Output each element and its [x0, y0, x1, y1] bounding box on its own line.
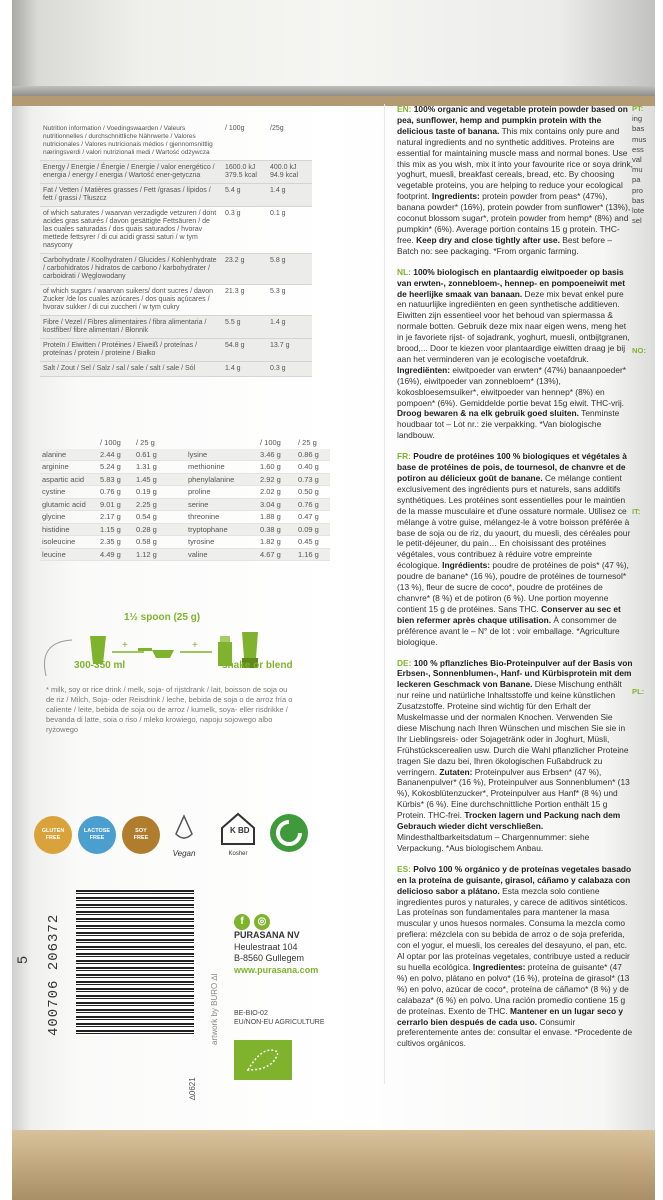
- nutrition-row: [40, 184, 312, 207]
- amino-name-2: phenylalanine: [188, 474, 235, 484]
- de-body: Diese Mischung enthält nur reine und natürliche Inhaltsstoffe und keine künstlichen Zusatzstoffe. Proteine sind wichtig für den Erhalt der Muskelmasse und der normalen Knochen. Verwenden Sie diese Mischung nach Ihren Wünschen und mischen Sie sie in Ihr Lieblingsreis- oder Sojagetränk oder in Joghurt, Müsli, Frühstückscerealien usw. Durch die Wahl pflanzlicher Proteine tragen Sie dazu bei, Ihren ökologischen Fußabdruck zu verringern.: [397, 679, 629, 777]
- lactose-free-badge: LACTOSE FREE: [78, 816, 116, 854]
- side-column-cutoff: [632, 104, 655, 697]
- nutrition-label: Energy / Energie / Énergie / Energie / valor energético / energia / energy / energia / Wartość ener-getyczna: [43, 164, 215, 179]
- amino-name: arginine: [42, 462, 69, 472]
- es-intro: Polvo 100 % orgánico y de proteínas vegetales basado en la proteína de guisante, girasol, cáñamo y calabaza con delicioso sabor a plátano.: [397, 863, 632, 896]
- side-text-fragment: bas: [632, 195, 645, 205]
- de-intro: 100 % pflanzliches Bio-Proteinpulver auf der Basis von Erbsen-, Sonnenblumen-, Hanf- und Kürbisprotein mit dem leckeren Geschmack von Banane.: [397, 657, 633, 690]
- en-intro: 100% organic and vegetable protein powder based on pea, sunflower, hemp and pumpkin protein with the delicious taste of banana.: [397, 104, 628, 136]
- amino-per100-2: 3.46 g: [260, 449, 281, 459]
- nutrition-header-per25: /25g: [270, 125, 284, 132]
- fr-bestbefore: À consommer de préférence avant le – N° de lot : voir emballage. *Agriculture biologique.: [397, 614, 620, 647]
- nutrition-per100: 5.4 g: [225, 187, 241, 194]
- nl-bestbefore: Tenminste houdbaar tot – Lot nr.: zie verpakking. *Van biologische landbouw.: [397, 408, 620, 441]
- amino-name-2: serine: [188, 499, 209, 509]
- amino-row: [40, 499, 330, 512]
- amino-per100: 2.17 g: [100, 512, 121, 522]
- nutrition-per25: 13.7 g: [270, 342, 290, 349]
- es-ingredients: proteína de guisante* (47 %) en polvo, plátano en polvo* (16 %), proteína de girasol* (13 %) en polvo, azúcar de coco*, proteína de cáñamo* (8 %) y de calabaza* (6 %) en polvo. Una ración promedio contiene 15 g de proteínas. Exento de THC.: [397, 961, 630, 1016]
- nutrition-per100: 1.4 g: [225, 365, 241, 372]
- artwork-credit: artwork by BURO ∆I: [210, 973, 219, 1045]
- side-text-fragment: mus: [632, 134, 647, 144]
- amino-per100: 4.49 g: [100, 549, 121, 559]
- lang-no-tag: NO:: [632, 346, 646, 356]
- nutrition-row: [40, 339, 312, 362]
- amino-per100-2: 4.67 g: [260, 549, 281, 559]
- nutrition-row: [40, 362, 312, 377]
- fr-ingredients-label: Ingrédients:: [442, 560, 491, 571]
- amino-per25-2: 0.40 g: [298, 462, 319, 472]
- company-name: PURASANA NV: [234, 930, 300, 940]
- milk-note: * milk, soy or rice drink / melk, soja- of rijstdrank / lait, boisson de soja ou de riz / Milch, Soja- oder Reisdrink / leche, bebida de soja o de arroz fría o caliente / leite, bebida de soja ou de arroz / kumelk, soya- eller risdrikke / bevanda di latte, soia o riso / mleko krowiego, napoju sojowego albo ryżowego: [46, 685, 293, 734]
- nutrition-header-row: [40, 122, 312, 161]
- shake-label: shake or blend: [222, 660, 293, 671]
- amino-per100-2: 3.04 g: [260, 499, 281, 509]
- nutrition-per100: 54.8 g: [225, 342, 245, 349]
- es-ingredients-label: Ingredientes:: [472, 961, 526, 972]
- nutrition-header-per100: / 100g: [225, 125, 245, 132]
- nutrition-per25: 1.4 g: [270, 187, 286, 194]
- side-text-fragment: ing: [632, 114, 643, 124]
- nutrition-label: of which saturates / waarvan verzadigde vetzuren / dont acides gras saturés / davon gesättigte Fettsäuren / de las cuales saturadas / dos quais saturados / hvorav mettede fettsyrer / di cui acidi grassi saturi / w tym nasycony: [43, 210, 217, 249]
- text-es: [397, 864, 633, 1049]
- en-bestbefore: Best before – Batch no: see packaging. *From organic farming.: [397, 234, 613, 256]
- barcode: [44, 890, 194, 1050]
- spoon-label: 1½ spoon (25 g): [124, 612, 201, 623]
- amino-per25-2: 0.86 g: [298, 449, 319, 459]
- es-storage: Mantener en un lugar seco y cerrarlo bien después de cada uso.: [397, 1005, 624, 1027]
- fr-ingredients: poudre de protéines de pois* (47 %), poudre de banane* (16 %), poudre de protéines de tournesol* (13 %), fleur de sucre de coco*, poudre de protéines de chanvre* (8 %) et de potiron (6 %). Une portion moyenne contient 15 g de protéines. Sans THC.: [397, 560, 629, 614]
- amino-per25-2: 0.09 g: [298, 524, 319, 534]
- nutrition-per25: 5.8 g: [270, 257, 286, 264]
- de-ingredients-label: Zutaten:: [439, 766, 473, 777]
- print-code: ∆0621: [188, 1077, 197, 1100]
- amino-per25: 1.45 g: [136, 474, 157, 484]
- amino-header-row: [40, 436, 330, 449]
- lang-en-tag: EN:: [397, 104, 412, 114]
- column-divider: [384, 104, 385, 1084]
- amino-row: [40, 511, 330, 524]
- amino-per100: 2.44 g: [100, 449, 121, 459]
- vegan-label: Vegan: [172, 849, 196, 858]
- plus-icon-2: [192, 640, 198, 651]
- amino-head-100g-2: / 100g: [260, 437, 281, 447]
- amino-per100-2: 2.02 g: [260, 487, 281, 497]
- nl-body: Deze mix bevat enkel pure en natuurlijke ingrediënten en geen synthetische additieven. Eiwitten zijn essentieel voor het behoud van spiermassa & normale botten. Gebruik deze mix naar eigen wens, meng het in je favoriete rijst- of sojadrank, yoghurt, muesli, ontbijtgranen, brood,... Door te kiezen voor plantaardige eiwitten draag je bij aan het verminderen van je ecologische voetafdruk.: [397, 288, 630, 364]
- amino-name: cystine: [42, 487, 66, 497]
- facebook-icon[interactable]: f: [234, 914, 250, 930]
- nutrition-per100: 5.5 g: [225, 319, 241, 326]
- lang-de-tag: DE:: [397, 657, 412, 668]
- fr-body: Ce mélange contient exclusivement des ingrédients purs et naturels, sans additifs synthétiques. Les protéines sont essentielles pour le maintien de la masse musculaire et d'une ossature normale. Utilisez ce mélange à votre guise, mélangez-le à votre boisson préférée à base de soja ou de riz, du yaourt, du muesli, des céréales pour le petit-déjeuner, du pain… En choisissant des protéines végétales, vous contribuez à réduire votre empreinte écologique.: [397, 473, 631, 571]
- amino-per100-2: 2.92 g: [260, 474, 281, 484]
- fr-intro: Poudre de protéines 100 % biologiques et végétales à base de protéines de pois, de tournesol, de chanvre et de potiron au délicieux goût de banane.: [397, 451, 627, 483]
- company-city: B-8560 Gullegem: [234, 953, 305, 963]
- amino-name-2: tyrosine: [188, 537, 215, 547]
- scoop-icon: [138, 648, 174, 658]
- lang-pl-tag: PL:: [632, 686, 645, 696]
- amino-row: [40, 536, 330, 549]
- nutrition-per25: 1.4 g: [270, 319, 286, 326]
- amino-per25: 0.58 g: [136, 537, 157, 547]
- nl-storage: Droog bewaren & na elk gebruik goed sluiten.: [397, 408, 579, 419]
- barcode-digits: 400706 206372: [46, 913, 62, 1036]
- kosher-label: Kosher: [228, 851, 248, 857]
- nutrition-label: Fibre / Vezel / Fibres alimentaires / fibra alimentaria / kostfiber/ fibre alimentari / Błonnik: [43, 319, 207, 334]
- barcode-bars: [76, 890, 194, 1036]
- cert-code: BE-BIO-02: [234, 1010, 268, 1017]
- kosher-logo: [218, 812, 258, 856]
- amino-per100-2: 1.82 g: [260, 537, 281, 547]
- side-text-fragment: pa: [632, 175, 641, 185]
- amino-per25: 0.61 g: [136, 449, 157, 459]
- nutrition-per100: 21.3 g: [225, 288, 245, 295]
- amino-per100-2: 1.88 g: [260, 512, 281, 522]
- liquid-amount-label: 300-350 ml: [74, 660, 126, 671]
- en-ingredients: protein powder from peas* (47%), banana powder* (16%), protein powder from sunflower* (13%), coconut blossom sugar*, protein powder from hemp* (8%) and pumpkin* (6%). Average portion contains 15 g protein. THC-free.: [397, 191, 631, 245]
- amino-per100: 2.35 g: [100, 537, 121, 547]
- amino-row: [40, 549, 330, 562]
- amino-row: [40, 474, 330, 487]
- amino-per25-2: 0.45 g: [298, 537, 319, 547]
- nutrition-label: Proteïn / Eiwitten / Protéines / Eiweiß / proteínas / proteínas / protein / proteine / Białko: [43, 342, 198, 357]
- amino-name-2: lysine: [188, 449, 208, 459]
- kosher-mark: K BD: [230, 826, 250, 835]
- amino-per100: 5.83 g: [100, 474, 121, 484]
- amino-row: [40, 461, 330, 474]
- amino-name-2: methionine: [188, 462, 225, 472]
- company-info: [234, 930, 318, 976]
- amino-per100: 5.24 g: [100, 462, 121, 472]
- amino-name: glycine: [42, 512, 66, 522]
- gluten-free-badge: GLUTEN FREE: [34, 816, 72, 854]
- amino-acid-table: [40, 436, 330, 561]
- amino-per100: 9.01 g: [100, 499, 121, 509]
- amino-per25-2: 0.73 g: [298, 474, 319, 484]
- amino-per25-2: 0.50 g: [298, 487, 319, 497]
- multilingual-description: [397, 104, 633, 1059]
- amino-per100: 1.15 g: [100, 524, 121, 534]
- side-text-fragment: lote: [632, 206, 645, 216]
- side-text-fragment: bas: [632, 124, 645, 134]
- nutrition-row: [40, 316, 312, 339]
- nutrition-label: Fat / Vetten / Matières grasses / Fett /grasas / lípidos / fett / grassi / Tłuszcz: [43, 187, 211, 202]
- side-text-fragment: sel: [632, 216, 642, 226]
- can-rim-bottom: [12, 1130, 655, 1200]
- amino-per25: 2.25 g: [136, 499, 157, 509]
- product-can: [12, 0, 655, 1200]
- nutrition-label: Salt / Zout / Sel / Salz / sal / sale / salt / sale / Sól: [43, 365, 196, 372]
- nutrition-row: [40, 254, 312, 285]
- en-body: This mix contains only pure and natural ingredients and no synthetic additives. Proteins are essential for maintaining muscle mass and normal bones. Use this mix as you wish, mix it into your favourite rice or soya drink, yoghurt, muesli, breakfast cereals, bread, etc. By choosing vegetable proteins, you are helping to reduce your ecological footprint.: [397, 125, 633, 202]
- side-text-fragment: pro: [632, 185, 643, 195]
- nl-ingredients-label: Ingrediënten:: [397, 364, 451, 375]
- es-body: Esta mezcla solo contiene ingredientes puros y naturales, y carece de aditivos sintéticos. Las proteínas son fundamentales para mantener la masa muscular y unos huesos normales. Consuma la mezcla como prefiera: mézclela con su bebida de arroz o de soja preferida, con el yogur, el muesli, los cereales del desayuno, el pan, etc. Al optar por las proteínas vegetales, contribuye usted a reducir su huella ecológica.: [397, 885, 630, 972]
- side-text-fragment: val: [632, 155, 642, 165]
- amino-per25: 1.31 g: [136, 462, 157, 472]
- vegan-leaf-icon: [166, 812, 202, 844]
- amino-per25-2: 0.76 g: [298, 499, 319, 509]
- soy-free-badge: SOY FREE: [122, 816, 160, 854]
- amino-name: histidine: [42, 524, 70, 534]
- amino-per25: 0.28 g: [136, 524, 157, 534]
- amino-per100: 0.76 g: [100, 487, 121, 497]
- text-en: [397, 104, 633, 257]
- company-url[interactable]: www.purasana.com: [234, 964, 319, 975]
- side-text-fragment: mu: [632, 165, 643, 175]
- nutrition-per100: 1600.0 kJ 379.5 kcal: [225, 164, 257, 179]
- amino-name: aspartic acid: [42, 474, 85, 484]
- amino-row: [40, 449, 330, 462]
- amino-per100-2: 0.38 g: [260, 524, 281, 534]
- amino-name-2: threonine: [188, 512, 220, 522]
- barcode-first-digit: 5: [13, 956, 30, 964]
- instagram-icon[interactable]: ◎: [254, 914, 270, 930]
- text-de: [397, 658, 633, 854]
- nutrition-row: [40, 161, 312, 184]
- lang-pt-tag: PT:: [632, 104, 644, 113]
- nutrition-header-label: Nutrition information / Voedingswaarden / Valeurs nutritionnelles / durchschnittliche Nährwerte / Valores nutricionales / Valores nutricionais médios / gjennomsnittlig næringsverdi / valori nutrizionali medi / Wartość odżywcza: [43, 125, 213, 156]
- es-bestbefore: Consumir preferentemente antes de: consultar el envase. *Procedente de cultivos orgánicos.: [397, 1016, 633, 1049]
- nutrition-per25: 0.1 g: [270, 210, 286, 217]
- text-fr: [397, 451, 633, 647]
- en-ingredients-label: Ingredients:: [431, 191, 480, 202]
- side-text-fragment: ess: [632, 144, 644, 154]
- eu-organic-leaf-icon: [234, 1040, 292, 1080]
- amino-per25: 1.12 g: [136, 549, 157, 559]
- curved-arrow-icon: [32, 636, 82, 684]
- amino-name: isoleucine: [42, 537, 76, 547]
- svg-text:+: +: [192, 640, 198, 651]
- amino-head-100g: / 100g: [100, 437, 121, 447]
- amino-row: [40, 486, 330, 499]
- amino-name: leucine: [42, 549, 66, 559]
- plus-icon: [122, 640, 128, 651]
- nutrition-row: [40, 285, 312, 316]
- amino-head-25g-2: / 25 g: [298, 437, 317, 447]
- nl-intro: 100% biologisch en plantaardig eiwitpoeder op basis van erwten-, zonnebloem-, hennep- en pompoeneiwit met de heerlijke smaak van banaan.: [397, 266, 626, 299]
- can-lid: [12, 0, 655, 96]
- nutrition-label: of which sugars / waarvan suikers/ dont sucres / davon Zucker /de los cuales azúcares / dos quais açúcares / hvorav sukker / di cui zuccheri / w tym cukry: [43, 288, 214, 311]
- green-dot-recycling-icon: [270, 814, 308, 852]
- nutrition-label: Carbohydrate / Koolhydraten / Glucides / Kohlenhydrate / carbohidratos / hidratos de carbono / karbohydrater / carboidrati / Węglowodany: [43, 257, 217, 280]
- nutrition-per25: 400.0 kJ 94.9 kcal: [270, 164, 299, 179]
- amino-per25-2: 0.47 g: [298, 512, 319, 522]
- amino-row: [40, 524, 330, 537]
- amino-name-2: valine: [188, 549, 208, 559]
- lang-nl-tag: NL:: [397, 266, 411, 277]
- de-ingredients: Proteinpulver aus Erbsen* (47 %), Bananenpulver* (16 %), Proteinpulver aus Sonnenblumen* (13 %), Kokosblütenzucker*, Proteinpulver aus Hanf* (8 %) und Kürbis* (6 %). Eine durchschnittliche Portion enthält 15 g Protein. THC-frei.: [397, 766, 630, 821]
- amino-per25-2: 1.16 g: [298, 549, 319, 559]
- text-nl: [397, 267, 633, 442]
- nutrition-row: [40, 207, 312, 254]
- cert-origin: EU/NON-EU AGRICULTURE: [234, 1019, 325, 1026]
- amino-name: alanine: [42, 449, 67, 459]
- amino-head-25g: / 25 g: [136, 437, 155, 447]
- amino-per100-2: 1.60 g: [260, 462, 281, 472]
- lang-fr-tag: FR:: [397, 451, 411, 462]
- amino-per25: 0.19 g: [136, 487, 157, 497]
- nutrition-per25: 5.3 g: [270, 288, 286, 295]
- svg-text:+: +: [122, 640, 128, 651]
- nutrition-per100: 23.2 g: [225, 257, 245, 264]
- fr-storage: Conserver au sec et bien refermer après chaque utilisation.: [397, 603, 621, 625]
- en-storage: Keep dry and close tightly after use.: [416, 234, 560, 245]
- amino-name-2: tryptophane: [188, 524, 228, 534]
- company-street: Heulestraat 104: [234, 941, 298, 952]
- organic-cert: [234, 1009, 325, 1027]
- amino-name: glutamic acid: [42, 499, 86, 509]
- amino-per25: 0.54 g: [136, 512, 157, 522]
- de-storage: Trocken lagern und Packung nach dem Gebrauch wieder dicht verschließen.: [397, 810, 621, 832]
- amino-name-2: proline: [188, 487, 211, 497]
- de-bestbefore: Mindesthaltbarkeitsdatum – Chargennummer: siehe Verpackung. *Aus biologischem Anbau.: [397, 832, 590, 853]
- nutrition-table: [40, 122, 312, 377]
- lang-es-tag: ES:: [397, 863, 411, 874]
- nl-ingredients: eiwitpoeder van erwten* (47%) banaanpoeder* (16%), eiwitpoeder van zonnebloem* (13%), kokosbloesemsuiker*, eiwitpoeder van hennep* (8%) en pompoen* (6%). Gemiddelde portie bevat 15g eiwit. THC-vrij.: [397, 364, 627, 408]
- nutrition-per100: 0.3 g: [225, 210, 241, 217]
- vegan-logo: [166, 812, 202, 856]
- nutrition-per25: 0.3 g: [270, 365, 286, 372]
- lang-it-tag: IT:: [632, 506, 641, 516]
